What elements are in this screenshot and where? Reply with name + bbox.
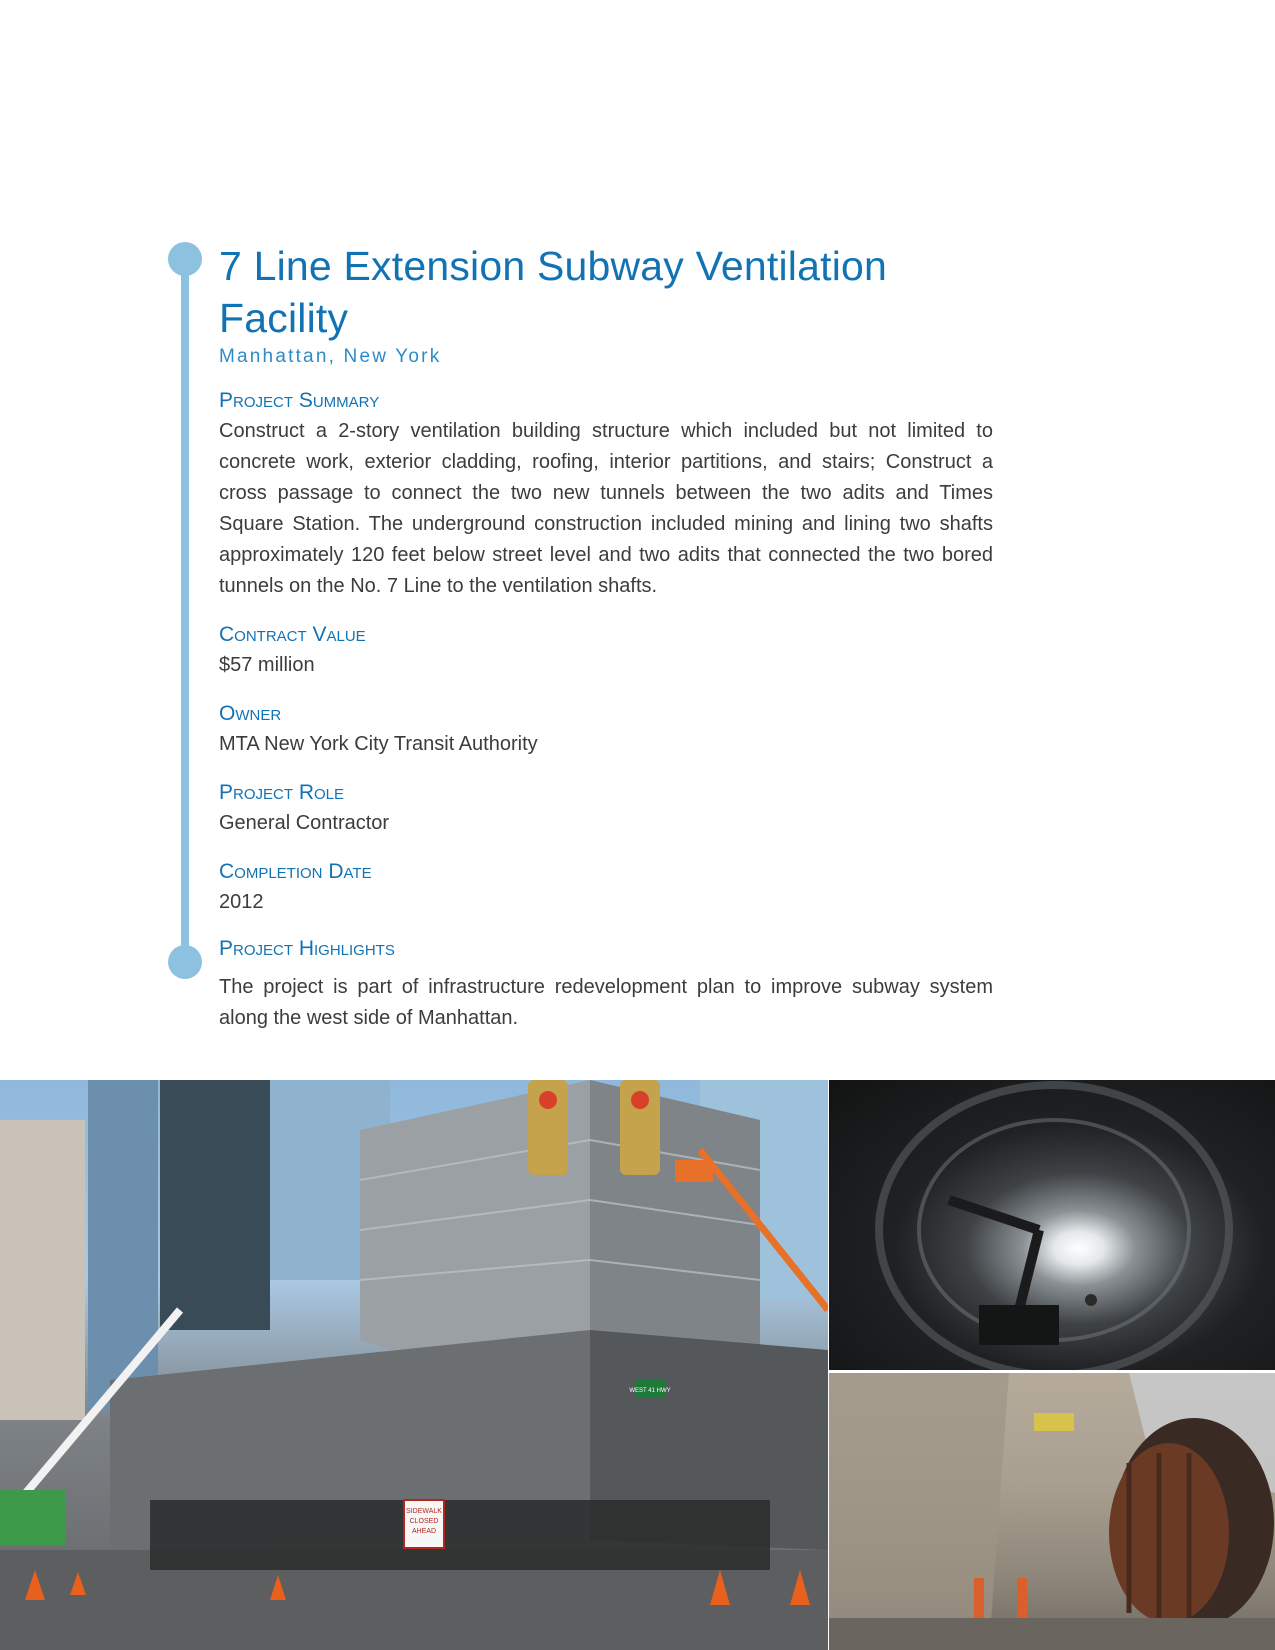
worker-1 xyxy=(974,1578,984,1618)
worker-2 xyxy=(1017,1578,1027,1618)
contract-value-label: Contract Value xyxy=(219,623,366,646)
glass-tower-1 xyxy=(88,1080,158,1410)
construction-fence xyxy=(150,1500,770,1570)
street-sign-text: WEST 41 HWY xyxy=(629,1388,671,1394)
building-photo xyxy=(0,1080,828,1650)
excavator-body xyxy=(979,1305,1059,1345)
summary-text: Construct a 2-story ventilation building structure which included but not limited to concrete work, exterior cladding, roofing, interior partitions, and stairs; Construct a cross passage to connect the two new tunnels between the two adits and Times Square Station. The underground construction included mining and lining two shafts approximately 120 feet below street level and two adits that connected the two bored tunnels on the No. 7 Line to the ventilation shafts. xyxy=(219,420,993,597)
completion-date-label: Completion Date xyxy=(219,860,372,883)
green-lift xyxy=(0,1490,65,1545)
owner-text: MTA New York City Transit Authority xyxy=(219,733,538,755)
tunnel-photo xyxy=(829,1080,1275,1370)
excavation-photo xyxy=(829,1373,1275,1650)
timeline-line xyxy=(181,262,189,955)
project-role-text: General Contractor xyxy=(219,812,390,834)
completion-date-text: 2012 xyxy=(219,891,264,913)
contract-value-text: $57 million xyxy=(219,654,315,676)
sign-text-3: AHEAD xyxy=(411,1528,437,1535)
timeline-end-dot xyxy=(168,945,202,979)
worker-figure xyxy=(1085,1294,1097,1306)
tunnel-photo-illustration xyxy=(829,1080,1275,1370)
summary-label: Project Summary xyxy=(219,389,380,412)
highlights-text: The project is part of infrastructure redevelopment plan to improve subway system along the west side of Manhattan. xyxy=(219,976,993,1029)
sign-text-1: SIDEWALK xyxy=(406,1508,442,1515)
highlights-label: Project Highlights xyxy=(219,937,395,960)
project-role-label: Project Role xyxy=(219,781,345,804)
owner-label: Owner xyxy=(219,702,282,725)
page-title: 7 Line Extension Subway Ventilation Facility xyxy=(219,243,888,341)
excavator-arm xyxy=(949,1200,1039,1230)
project-location: Manhattan, New York xyxy=(219,346,442,367)
left-tower xyxy=(0,1120,85,1420)
excavation-photo-illustration xyxy=(829,1373,1275,1650)
timeline-start-dot xyxy=(168,242,202,276)
project-sheet xyxy=(219,240,993,1034)
building-photo-illustration xyxy=(0,1080,828,1650)
excavator xyxy=(1034,1413,1074,1431)
dark-tower xyxy=(160,1080,270,1330)
sign-text-2: CLOSED xyxy=(409,1518,439,1525)
